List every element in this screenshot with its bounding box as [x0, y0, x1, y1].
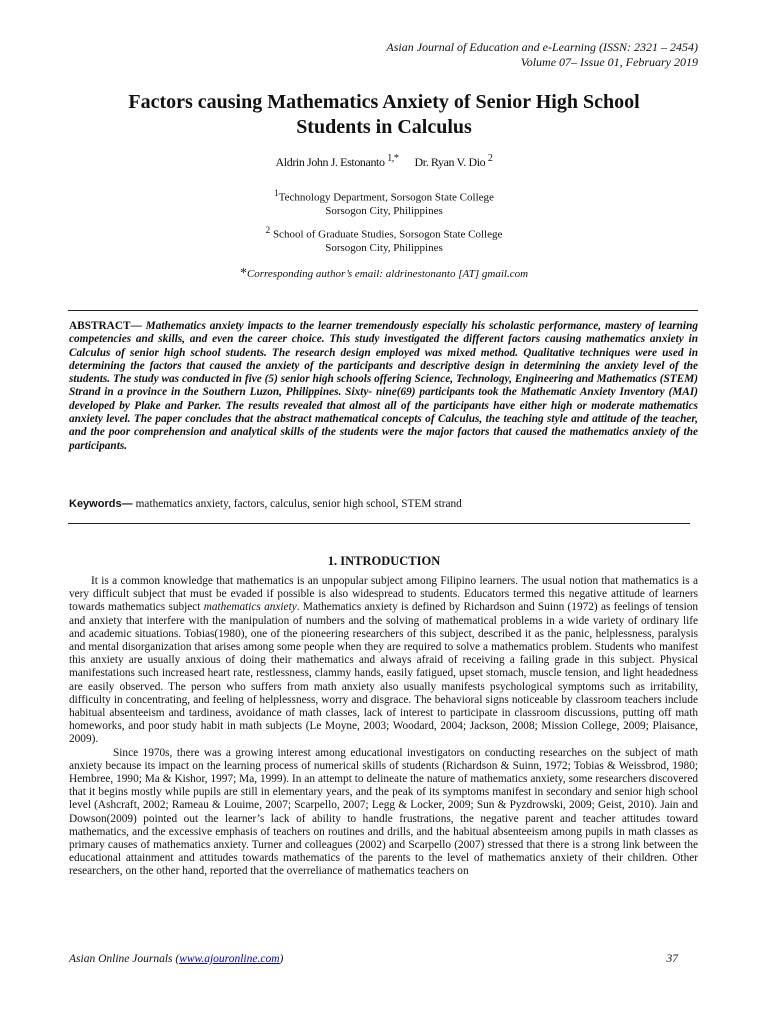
title-line-2: Students in Calculus — [296, 116, 472, 138]
corresponding-email — [0, 266, 768, 282]
corresponding-star: * — [239, 266, 247, 281]
paragraph-1-emphasis: mathematics anxiety — [203, 601, 297, 614]
affiliation-2-line-1: School of Graduate Studies, Sorsogon State College — [270, 228, 503, 241]
author-1-name: Aldrin John J. Estonanto — [275, 155, 388, 169]
page-footer — [69, 953, 678, 965]
author-2-name: Dr. Ryan V. Dio — [414, 155, 488, 169]
journal-header — [386, 40, 698, 70]
keywords-label: Keywords— — [69, 498, 136, 510]
corresponding-email-text: Corresponding author’s email: aldrinestonanto [AT] gmail.com — [246, 268, 529, 280]
journal-website-link[interactable]: www.ajouronline.com — [179, 953, 280, 965]
divider-bottom — [68, 523, 690, 524]
abstract-text: Mathematics anxiety impacts to the learner tremendously especially his scholastic performance, mastery of learning competencies and skills, and even the career choice. This study investigated the different factors causing mathematics anxiety in Calculus of senior high school students. The research design employed was mixed method. Qualitative techniques were used in determining the factors that caused the anxiety of the participants and descriptive design in determining the anxiety level of the students. The study was conducted in five (5) senior high schools offering Science, Technology, Engineering and Mathematics (STEM) Strand in a province in the Southern Luzon, Philippines. Sixty- nine(69) participants took the Mathematic Anxiety Inventory (MAI) developed by Plake and Parker. The results revealed that almost all of the participants have either high or moderate mathematics anxiety level. The paper concludes that the abstract mathematical concepts of Calculus, the teaching style and attitude of the teacher, and the poor comprehension and analytical skills of the students were the major factors that caused the mathematics anxiety of the participants. — [69, 320, 698, 452]
author-1-marker: 1,* — [387, 153, 399, 164]
affiliation-1 — [0, 187, 768, 218]
paragraph-2: Since 1970s, there was a growing interest among educational investigators on conducting researches on the subject of math anxiety because its impact on the learning process of numerical skills of students (Richardson & Suinn, 1972; Tobias & Weissbrod, 1980; Hembree, 1990; Ma & Kishor, 1997; Ma, 1999). In an attempt to delineate the nature of mathematics anxiety, some researchers discovered that it begins mostly while pupils are still in elementary years, and the peak of its symptoms manifest in secondary and senior high school level (Ashcraft, 2002; Rameau & Louime, 2007; Scarpello, 2007; Legg & Locker, 2009; Sun & Pyzdrowski, 2009; Geist, 2010). Jain and Dowson(2009) pointed out the learner’s lack of ability to handle frustrations, the negative parent and teacher attitudes toward mathematics, and the excessive emphasis of teachers on routines and drills, and the habitual absenteeism among pupils in math classes as primary causes of mathematics anxiety. Turner and colleagues (2002) and Scarpello (2007) stressed that there is a strong link between the educational attainment and attitudes towards mathematics of the parents to the level of mathematics anxiety of their children. Other researchers, on the other hand, reported that the overreliance of mathematics teachers on — [69, 746, 698, 878]
author-list — [0, 153, 768, 170]
divider-top — [68, 310, 698, 311]
journal-line-2: Volume 07– Issue 01, February 2019 — [520, 55, 698, 69]
affiliation-2 — [0, 224, 768, 255]
footer-close-paren: ) — [279, 953, 284, 965]
paper-title — [60, 90, 708, 140]
abstract-label: ABSTRACT— — [69, 320, 146, 332]
footer-journal-name: Asian Online Journals ( — [69, 953, 180, 965]
affiliation-1-line-1: Technology Department, Sorsogon State College — [278, 191, 494, 204]
affiliation-1-line-2: Sorsogon City, Philippines — [325, 204, 443, 217]
paragraph-1-part-1: It is a common knowledge that mathematics is an unpopular subject among Filipino learners. The usual notion that mathematics is a very difficult subject that must be evaded if possible is also widespread to students. Educators termed this negative attitude of learners towards mathematics subject — [69, 575, 698, 614]
page-number: 37 — [666, 953, 678, 965]
body-text — [69, 575, 698, 879]
abstract — [69, 320, 698, 453]
affiliation-2-marker: 2 — [265, 225, 271, 235]
section-heading: 1. INTRODUCTION — [327, 554, 441, 568]
keywords-text: mathematics anxiety, factors, calculus, senior high school, STEM strand — [135, 498, 462, 510]
paragraph-1 — [69, 575, 698, 747]
affiliation-2-line-2: Sorsogon City, Philippines — [325, 241, 443, 254]
journal-line-1: Asian Journal of Education and e-Learning (ISSN: 2321 – 2454) — [386, 40, 698, 54]
affiliation-1-marker: 1 — [274, 188, 279, 198]
keywords — [69, 498, 698, 510]
paragraph-1-part-2: . Mathematics anxiety is defined by Richardson and Suinn (1972) as feelings of tension and anxiety that interfere with the manipulation of numbers and the solving of mathematical problems in a wide variety of ordinary life and academic situations. Tobias(1980), one of the pioneering researchers of this subject, described it as the panic, helplessness, paralysis and mental disorganization that arises among some people when they are required to solve a mathematics problem. Students who manifest this anxiety are usually anxious of doing their mathematics and always afraid of receiving a failing grade in this subject. Physical manifestations such increased heart rate, restlessness, clammy hands, easily fatigued, upset stomach, muscle tension, and light headedness are easily observed. The person who suffers from math anxiety also usually manifests psychological symptoms such as irritability, difficulty in concentrating, and feeling of helplessness, worry and disgrace. The behavioral signs noticeable by classroom teachers include habitual absenteeism and tardiness, avoidance of math classes, lack of interest to participate in classroom discussions, putting off math homeworks, and poor study habit in math subjects (Le Moyne, 2003; Woodard, 2004; Jackson, 2008; Mission College, 2009; Plaisance, 2009). — [69, 601, 699, 746]
title-line-1: Factors causing Mathematics Anxiety of Senior High School — [128, 91, 640, 113]
author-2-marker: 2 — [487, 153, 493, 164]
